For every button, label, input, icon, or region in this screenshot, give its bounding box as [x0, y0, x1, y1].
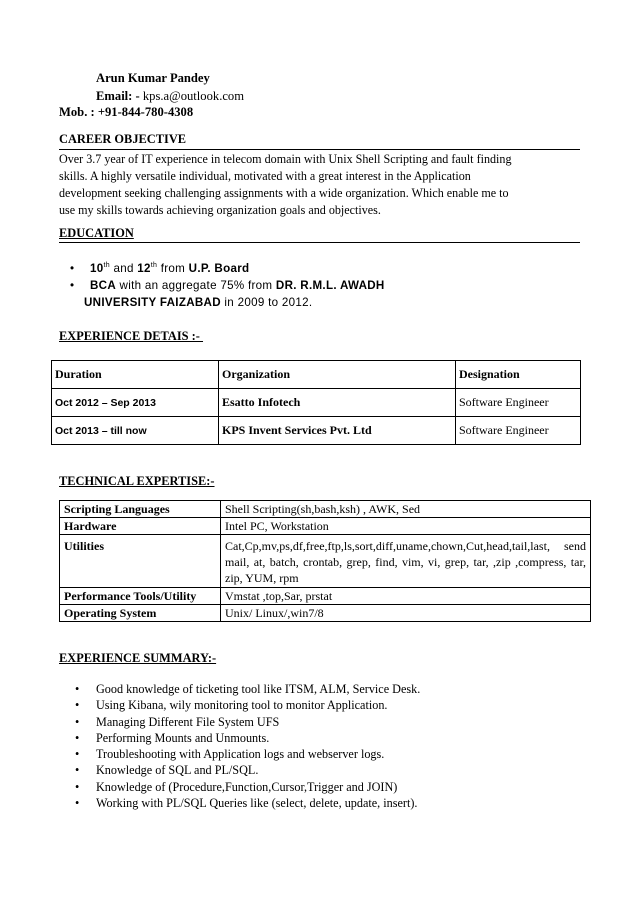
duration-cell: Oct 2013 – till now	[52, 417, 219, 445]
organization-cell: Esatto Infotech	[219, 389, 456, 417]
education-item-continued: UNIVERSITY FAIZABAD in 2009 to 2012.	[84, 296, 313, 309]
list-item: • Knowledge of (Procedure,Function,Cursor,Trigger and JOIN)	[75, 779, 398, 794]
skill-value: Shell Scripting(sh,bash,ksh) , AWK, Sed	[221, 501, 591, 518]
table-row	[60, 535, 591, 588]
technical-expertise-table	[59, 500, 591, 622]
section-divider	[59, 149, 580, 150]
section-divider	[59, 242, 580, 243]
bullet-icon: •	[70, 262, 75, 275]
email-label: Email: -	[96, 89, 143, 103]
email-line	[96, 89, 244, 104]
skill-key: Performance Tools/Utility	[60, 588, 221, 605]
table-row	[52, 389, 581, 417]
bullet-icon: •	[75, 714, 80, 729]
list-item: • Working with PL/SQL Queries like (select, delete, update, insert).	[75, 796, 418, 811]
technical-expertise-title: TECHNICAL EXPERTISE:-	[59, 474, 215, 488]
list-item: • Knowledge of SQL and PL/SQL.	[75, 763, 259, 778]
skill-key: Utilities	[60, 535, 221, 588]
experience-details-title: EXPERIENCE DETAIS :-	[59, 329, 204, 343]
bullet-icon: •	[75, 763, 80, 778]
organization-cell: KPS Invent Services Pvt. Ltd	[219, 417, 456, 445]
bullet-icon: •	[75, 682, 80, 696]
experience-summary-list	[75, 682, 420, 812]
candidate-name: Arun Kumar Pandey	[96, 71, 210, 85]
table-row	[60, 501, 591, 518]
list-item: • Good knowledge of ticketing tool like ITSM, ALM, Service Desk.	[75, 682, 421, 696]
career-objective-title: CAREER OBJECTIVE	[59, 132, 187, 146]
designation-cell: Software Engineer	[456, 417, 581, 445]
header-duration: Duration	[52, 361, 219, 389]
table-header-row	[52, 361, 581, 389]
skill-value: Vmstat ,top,Sar, prstat	[221, 588, 591, 605]
table-row	[52, 417, 581, 445]
education-item: • BCA with an aggregate 75% from DR. R.M.L. AWADH	[70, 279, 385, 292]
skill-value: Cat,Cp,mv,ps,df,free,ftp,ls,sort,diff,uname,chown,Cut,head,tail,last, send mail, at, batch, crontab, grep, find, vim, vi, grep, tar, ,zip ,compress, tar, zip, YUM, rpm	[221, 535, 591, 588]
bullet-icon: •	[70, 279, 75, 292]
experience-table	[51, 360, 581, 445]
skill-key: Hardware	[60, 518, 221, 535]
bullet-icon: •	[75, 796, 80, 811]
bullet-icon: •	[75, 698, 80, 713]
header-organization: Organization	[219, 361, 456, 389]
skill-value: Intel PC, Workstation	[221, 518, 591, 535]
education-item: • 10th and 12th from U.P. Board	[70, 262, 250, 275]
list-item: • Using Kibana, wily monitoring tool to monitor Application.	[75, 698, 388, 713]
objective-line: development seeking challenging assignments with a wide organization. Which enable me to	[59, 186, 509, 200]
objective-line: Over 3.7 year of IT experience in telecom domain with Unix Shell Scripting and fault finding	[59, 152, 512, 166]
email-value: kps.a@outlook.com	[142, 89, 245, 103]
objective-line: use my skills towards achieving organization goals and objectives.	[59, 203, 381, 217]
table-row	[60, 518, 591, 535]
table-row	[60, 605, 591, 622]
mobile-number: Mob. : +91-844-780-4308	[59, 105, 194, 119]
bullet-icon: •	[75, 730, 80, 745]
table-row	[60, 588, 591, 605]
header-designation: Designation	[456, 361, 581, 389]
career-objective-text	[59, 151, 512, 219]
skill-key: Operating System	[60, 605, 221, 622]
list-item: • Troubleshooting with Application logs and webserver logs.	[75, 747, 385, 762]
list-item: • Performing Mounts and Unmounts.	[75, 730, 270, 745]
skill-value: Unix/ Linux/,win7/8	[221, 605, 591, 622]
education-title: EDUCATION	[59, 226, 134, 240]
skill-key: Scripting Languages	[60, 501, 221, 518]
duration-cell: Oct 2012 – Sep 2013	[52, 389, 219, 417]
bullet-icon: •	[75, 747, 80, 762]
objective-line: skills. A highly versatile individual, motivated with a great interest in the Application	[59, 169, 471, 183]
list-item: • Managing Different File System UFS	[75, 714, 280, 729]
bullet-icon: •	[75, 779, 80, 794]
experience-summary-title: EXPERIENCE SUMMARY:-	[59, 651, 217, 665]
designation-cell: Software Engineer	[456, 389, 581, 417]
